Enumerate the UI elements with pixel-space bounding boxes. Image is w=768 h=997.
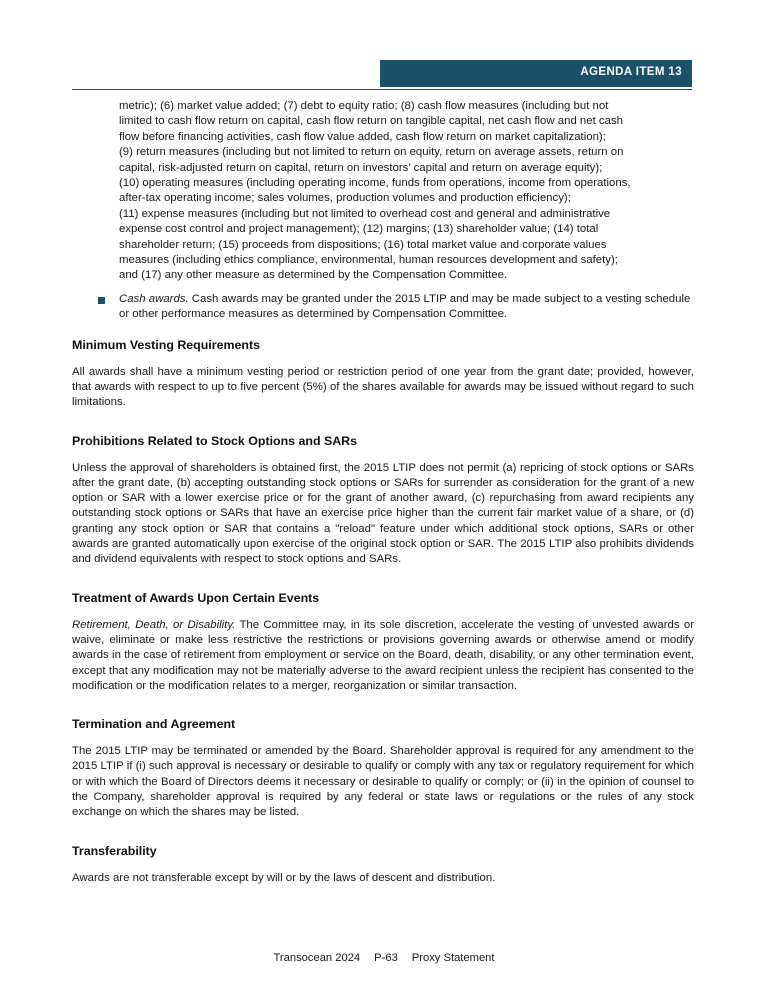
metrics-line: after-tax operating income; sales volumes, production volumes and production efficiency); — [119, 192, 571, 205]
section-prohibitions — [72, 433, 694, 568]
section-heading: Prohibitions Related to Stock Options and SARs — [72, 433, 358, 448]
footer-page-number: P-63 — [374, 952, 398, 964]
footer-company-year: Transocean 2024 — [273, 952, 361, 964]
metrics-line: expense cost control and project management); (12) margins; (13) shareholder value; (14) total — [119, 223, 599, 236]
section-body: The 2015 LTIP may be terminated or amended by the Board. Shareholder approval is required for any amendment to the 2015 LTIP if (i) such approval is necessary or desirable to qualify or comply with any tax or regulatory requirement for which or with which the Board of Directors deems it necessary or desirable to qualify or comply; or (ii) in the opinion of counsel to the Company, shareholder approval is required by any federal or state laws or regulations or the rules of any stock exchange on which the shares may be listed. — [72, 745, 694, 819]
section-body — [72, 618, 694, 694]
section-body: All awards shall have a minimum vesting period or restriction period of one year from the grant date; provided, however, that awards with respect to up to five percent (5%) of the shares available for awards may be issued without regard to such limitations. — [72, 365, 694, 409]
section-body: Unless the approval of shareholders is obtained first, the 2015 LTIP does not permit (a) repricing of stock options or SARs after the grant date, (b) accepting outstanding stock options or SARs for surrender as consideration for the grant of a new option or SAR with a lower exercise price or for the grant of another award, (c) repurchasing from award recipients any outstanding stock options or SARs that have an exercise price higher than the current fair market value of a share, or (d) granting any stock option or SAR that contains a "reload" feature under which additional stock options, SARs or other awards are granted automatically upon exercise of the original stock option or SAR. The 2015 LTIP also prohibits dividends and dividend equivalents with respect to stock options and SARs. — [72, 461, 694, 566]
performance-metrics-paragraph — [72, 99, 694, 284]
metrics-line: (11) expense measures (including but not limited to overhead cost and general and administrative — [119, 207, 611, 220]
metrics-line: (9) return measures (including but not limited to return on equity, return on average assets, return on — [119, 146, 624, 159]
header-divider — [72, 89, 692, 90]
section-heading: Minimum Vesting Requirements — [72, 337, 260, 352]
agenda-item-banner — [380, 60, 692, 87]
section-body-rest: The Committee may, in its sole discretion, accelerate the vesting of unvested awards or waive, eliminate or make less restrictive the restrictions or provisions governing awards or otherwise amend or modify awards in the case of retirement from employment or service on the Board, death, disability, or any other termination event, except that any modification may not be materially adverse to the award recipient unless the recipient has consented to the modification or the modification relates to a merger, reorganization or similar transaction. — [72, 618, 694, 692]
section-treatment-of-awards — [72, 590, 694, 694]
section-termination-and-agreement — [72, 716, 694, 820]
section-minimum-vesting — [72, 337, 694, 411]
section-transferability — [72, 843, 694, 886]
section-body: Awards are not transferable except by will or by the laws of descent and distribution. — [72, 871, 496, 884]
agenda-item-label: AGENDA ITEM 13 — [580, 66, 682, 78]
metrics-line: and (17) any other measure as determined by the Compensation Committee. — [119, 269, 508, 282]
cash-awards-text — [119, 292, 694, 323]
page-footer — [0, 952, 768, 964]
section-body-lead: Retirement, Death, or Disability. — [72, 618, 236, 631]
section-heading: Treatment of Awards Upon Certain Events — [72, 590, 320, 605]
list-item — [72, 292, 694, 323]
page-content — [72, 99, 694, 886]
metrics-line: (10) operating measures (including operating income, funds from operations, income from operations, — [119, 177, 631, 190]
metrics-line: measures (including ethics compliance, environmental, human resources development and safety); — [119, 254, 618, 267]
footer-document-label: Proxy Statement — [411, 952, 495, 964]
metrics-line: limited to cash flow return on capital, cash flow return on tangible capital, net cash flow and net cash — [119, 115, 623, 128]
metrics-line: shareholder return; (15) proceeds from dispositions; (16) total market value and corporate values — [119, 238, 607, 251]
section-heading: Termination and Agreement — [72, 717, 236, 732]
cash-awards-body: Cash awards may be granted under the 2015 LTIP and may be made subject to a vesting schedule or other performance measures as determined by Compensation Committee. — [119, 292, 691, 321]
cash-awards-lead: Cash awards. — [119, 292, 189, 305]
metrics-line: capital, risk-adjusted return on capital, return on investors’ capital and return on average equity); — [119, 161, 603, 174]
square-bullet-icon — [98, 297, 105, 304]
metrics-line: flow before financing activities, cash flow value added, cash flow return on market capitalization); — [119, 130, 606, 143]
metrics-line: metric); (6) market value added; (7) debt to equity ratio; (8) cash flow measures (including but not — [119, 100, 609, 112]
section-heading: Transferability — [72, 843, 157, 858]
